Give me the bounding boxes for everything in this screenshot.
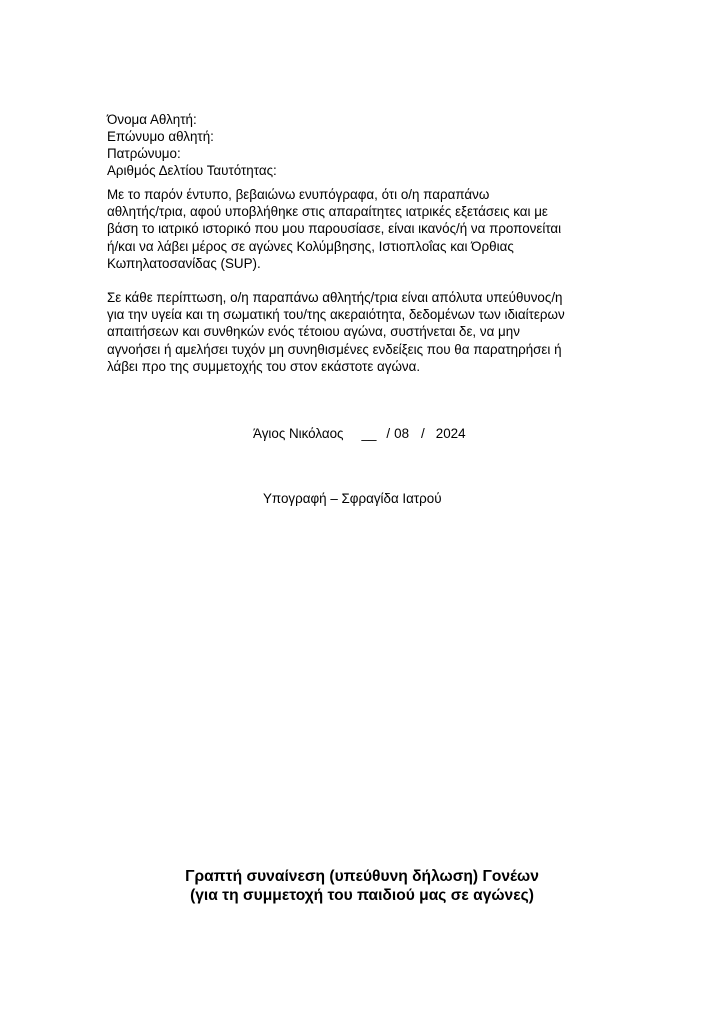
paragraph-line: ή/και να λάβει μέρος σε αγώνες Κολύμβησης, Ιστιοπλοΐας και Όρθιας (107, 238, 514, 254)
paragraph-line: απαιτήσεων και συνθηκών ενός τέτοιου αγώνα, συστήνεται δε, να μην (107, 324, 520, 340)
athlete-first-name-label: Όνομα Αθλητή: (107, 112, 197, 127)
doctor-signature-label: Υπογραφή – Σφραγίδα Ιατρού (263, 491, 442, 506)
paragraph-line: Σε κάθε περίπτωση, ο/η παραπάνω αθλητής/τρια είναι απόλυτα υπεύθυνος/η (107, 290, 563, 305)
date-place: Άγιος Νικόλαος (253, 426, 344, 441)
paragraph-line: αγνοήσει ή αμελήσει τυχόν μη συνηθισμένες ενδείξεις που θα παρατηρήσει ή (107, 341, 562, 357)
parent-consent-title (0, 867, 724, 905)
paragraph-line: Με το παρόν έντυπο, βεβαιώνω ενυπόγραφα, ότι ο/η παραπάνω (107, 187, 490, 202)
date-separator: / (421, 426, 425, 441)
date-day-blank: __ (361, 426, 377, 441)
date-month: 08 (394, 426, 410, 441)
paragraph-line: βάση το ιατρικό ιστορικό που μου παρουσίασε, είναι ικανός/ή να προπονείται (107, 221, 562, 237)
id-number-label: Αριθμός Δελτίου Ταυτότητας: (107, 163, 277, 178)
date-separator: / (386, 426, 391, 441)
medical-certification-paragraph (107, 186, 627, 272)
paragraph-line: Κωπηλατοσανίδας (SUP). (107, 255, 261, 271)
consent-title-line: (για τη συμμετοχή του παιδιού μας σε αγώνες) (190, 887, 534, 904)
consent-title-line: Γραπτή συναίνεση (υπεύθυνη δήλωση) Γονέων (185, 868, 539, 885)
paragraph-line: για την υγεία και τη σωματική του/της ακεραιότητα, δεδομένων των ιδιαίτερων (107, 307, 565, 323)
fathers-name-label: Πατρώνυμο: (107, 146, 181, 161)
date-line (253, 425, 466, 442)
paragraph-line: λάβει προ της συμμετοχής του στον εκάστοτε αγώνα. (107, 358, 421, 374)
paragraph-line: αθλητής/τρια, αφού υποβλήθηκε στις απαραίτητες ιατρικές εξετάσεις και με (107, 204, 548, 220)
responsibility-paragraph (107, 289, 627, 375)
date-year: 2024 (435, 426, 466, 441)
athlete-last-name-label: Επώνυμο αθλητή: (107, 129, 214, 144)
